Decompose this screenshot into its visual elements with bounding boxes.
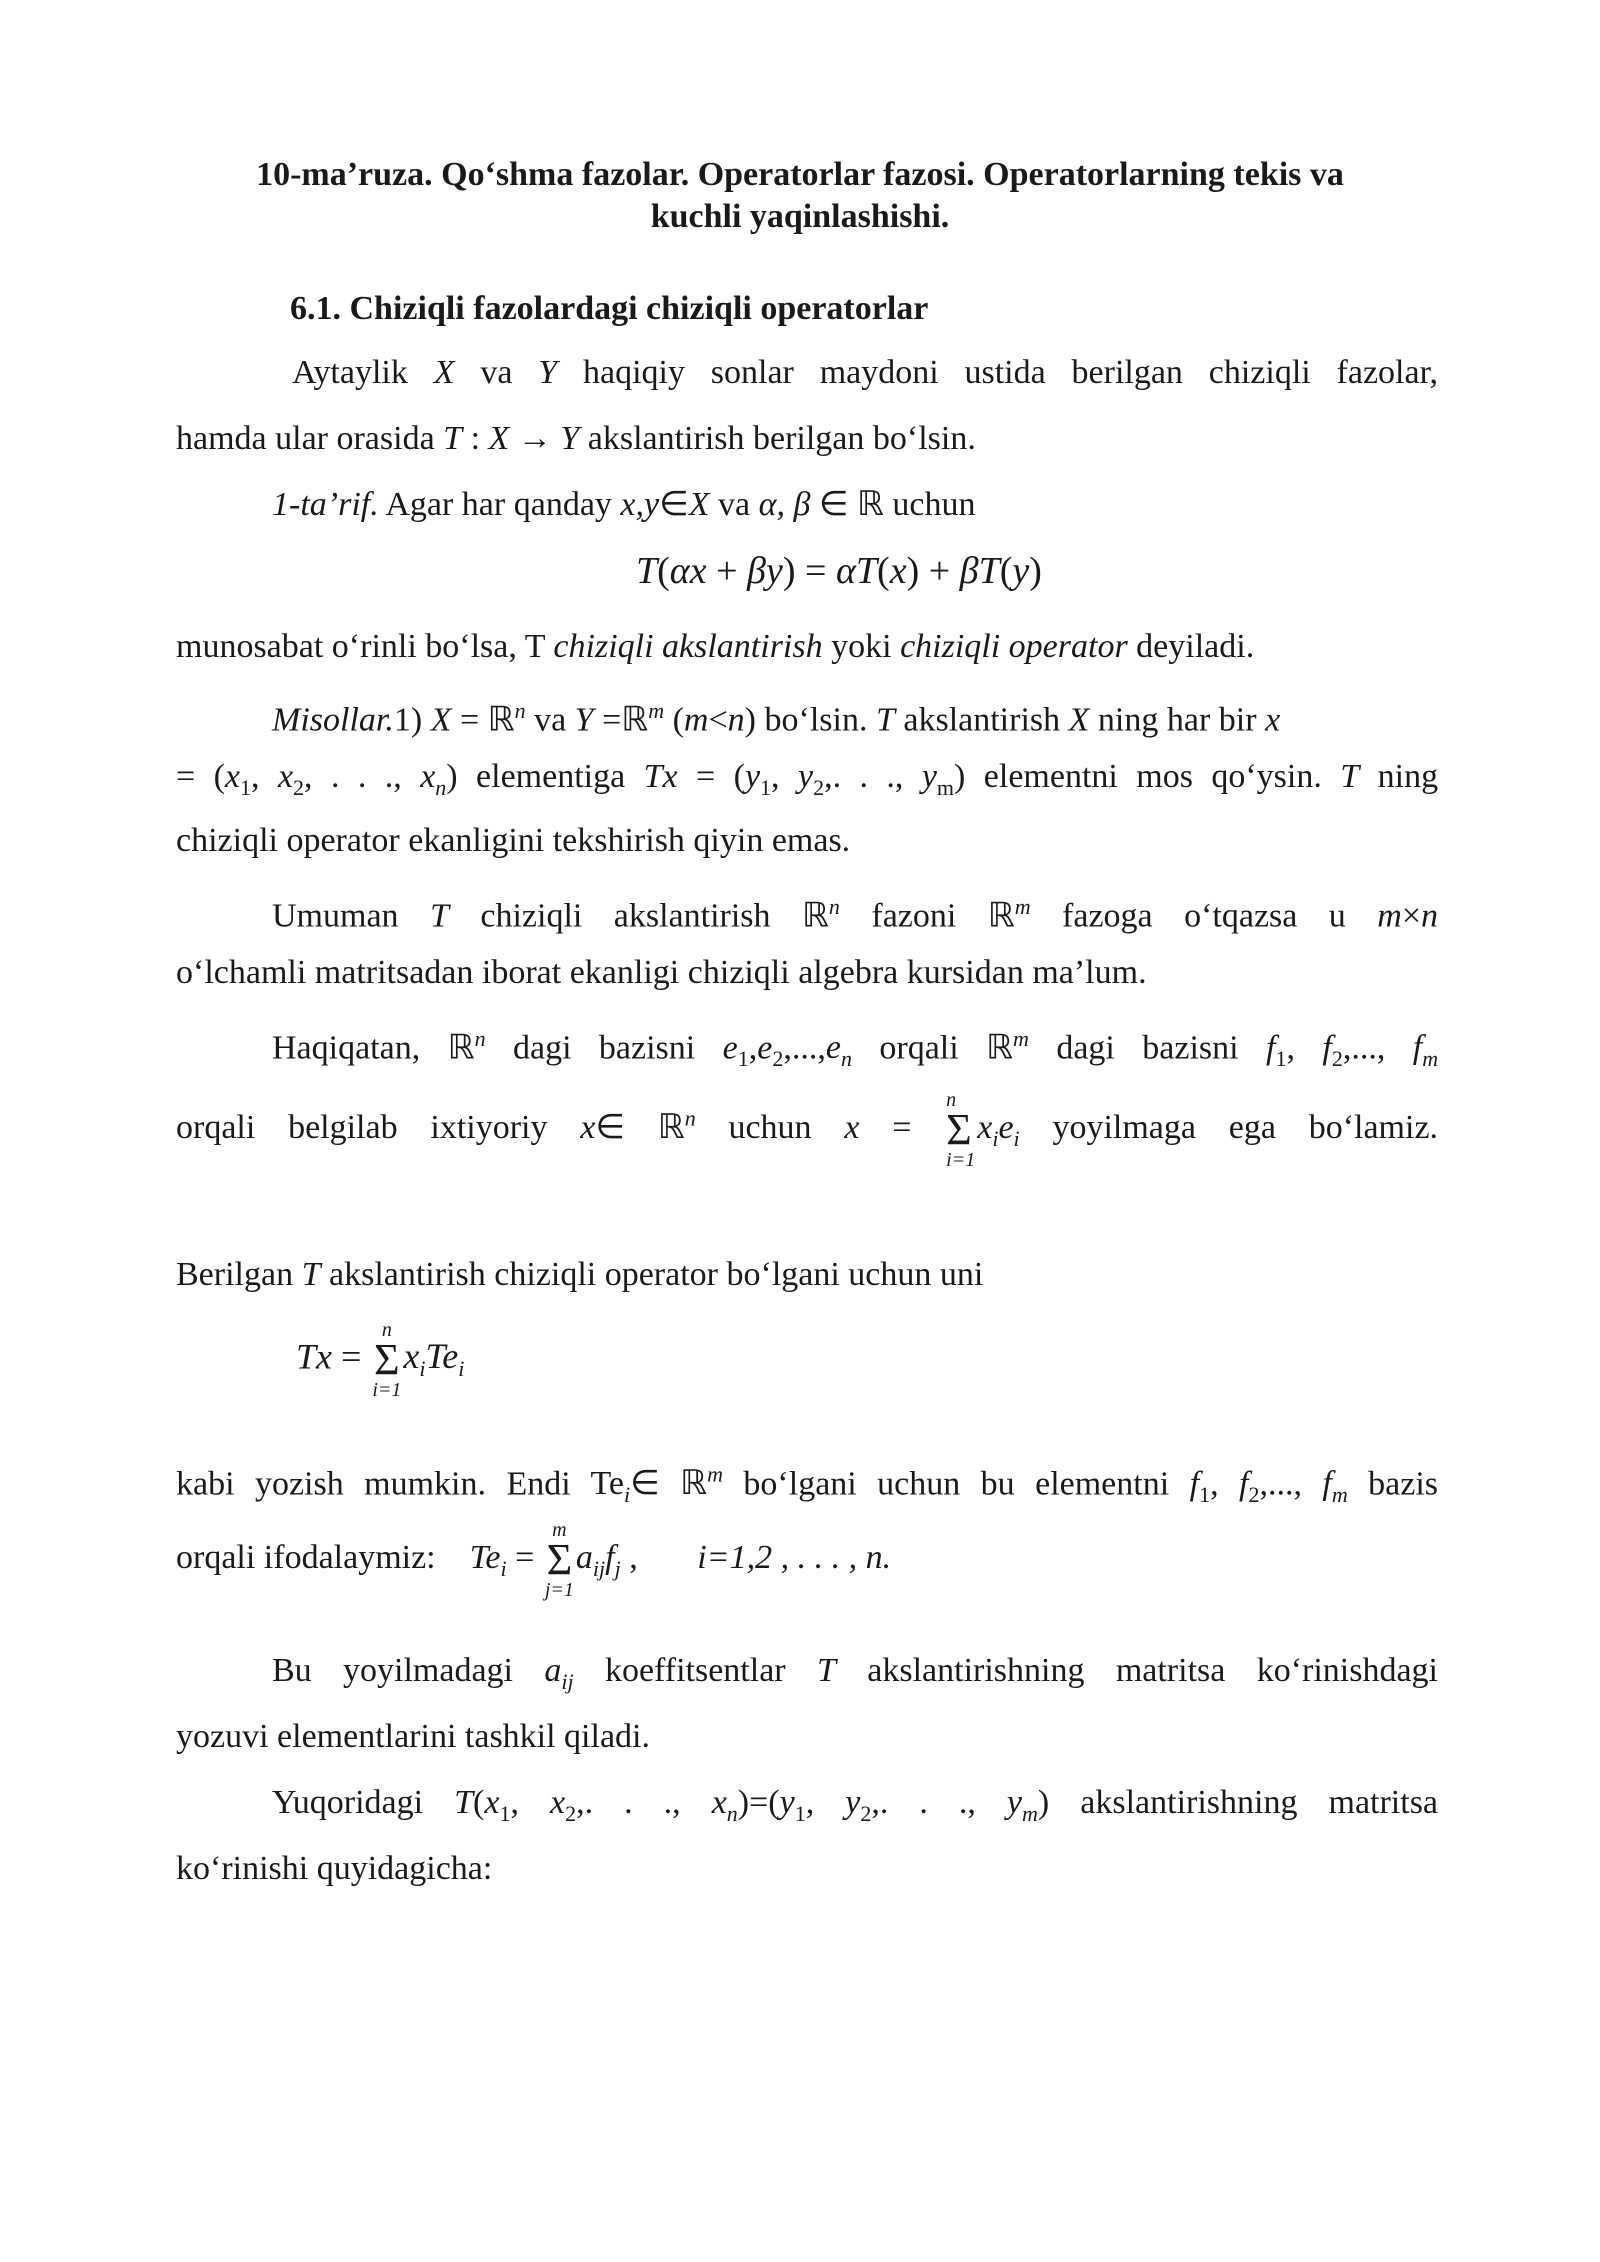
- paragraph-1-line-2: hamda ular orasida T : X → Y akslantirish berilgan bo‘lsin.: [176, 420, 976, 457]
- sum-symbol: m Σ j=1: [544, 1519, 574, 1601]
- definition-1-conclusion: munosabat o‘rinli bo‘lsa, T chiziqli akslantirish yoki chiziqli operator deyiladi.: [176, 628, 1255, 665]
- paragraph-4-line-1: Berilgan T akslantirish chiziqli operator bo‘lgani uchun uni: [176, 1256, 984, 1293]
- paragraph-6-line-1: Bu yoyilmadagi $a_{ij}$ koeffitsentlar T akslantirishning matritsa ko‘rinishdagi: [272, 1652, 1439, 1694]
- paragraph-1-line-1: Aytaylik X va Y haqiqiy sonlar maydoni ustida berilgan chiziqli fazolar,: [292, 354, 1439, 391]
- paragraph-6-line-2: yozuvi elementlarini tashkil qiladi.: [176, 1718, 650, 1755]
- paragraph-7-line-1: Yuqoridagi $T(x_1$, $x_2$,. . ., $x_n)=(y_1$, $y_2$,. . ., $y_m$) akslantirishning matritsa: [272, 1784, 1439, 1826]
- section-heading: 6.1. Chiziqli fazolardagi chiziqli operatorlar: [290, 290, 929, 327]
- paragraph-7-line-2: ko‘rinishi quyidagicha:: [176, 1850, 493, 1887]
- example-line-2: = ($x_1$, $x_2$, . . ., $x_n$) elementiga $Tx = (y_1$, $y_2$,. . ., $y_m$) elementni mos qo‘ysin. T ning: [176, 758, 1439, 800]
- lecture-title: [170, 154, 1430, 238]
- title-line-2: kuchli yaqinlashishi.: [650, 198, 950, 235]
- sum-symbol: n Σ i=1: [946, 1089, 976, 1171]
- paragraph-5-line-2: orqali ifodalaymiz: $Te_i$ = m Σ j=1 $a_{ij}f_j$ , i=1,2 , . . . , n.: [176, 1519, 892, 1601]
- paragraph-3-line-2: orqali belgilab ixtiyoriy x∈ ℝ$^n$ uchun x = n Σ i=1 $x_ie_i$ yoyilmaga ega bo‘lamiz.: [176, 1089, 1439, 1171]
- sum-symbol: n Σ i=1: [372, 1319, 402, 1401]
- example-line-3: chiziqli operator ekanligini tekshirish qiyin emas.: [176, 822, 851, 859]
- paragraph-2-line-1: Umuman T chiziqli akslantirish ℝ$^n$ fazoni ℝ$^m$ fazoga o‘tqazsa u m×n: [272, 894, 1439, 935]
- title-line-1: 10-ma’ruza. Qo‘shma fazolar. Operatorlar fazosi. Operatorlarning tekis va: [256, 156, 1344, 193]
- paragraph-5-line-1: kabi yozish mumkin. Endi $Te_i\in$ ℝ$^m$ bo‘lgani uchun bu elementni $f_1$, $f_2$,..., $f_m$ bazis: [176, 1462, 1439, 1508]
- example-line-1: Misollar.1) X = ℝ$^n$ va Y =ℝ$^m$ (m<n) bo‘lsin. T akslantirish X ning har bir x: [272, 698, 1281, 739]
- paragraph-3-line-1: Haqiqatan, ℝ$^n$ dagi bazisni $e_1,e_2,...,e_n$ orqali ℝ$^m$ dagi bazisni $f_1$, $f_2$,..., $f_m$: [272, 1026, 1439, 1072]
- tx-formula: Tx = n Σ i=1 $x_iTe_i$: [296, 1319, 465, 1401]
- definition-1: 1-ta’rif. Agar har qanday x,y∈X va α, β ∈ ℝ uchun: [272, 486, 976, 523]
- linearity-formula: T(αx + βy) = αT(x) + βT(y): [636, 550, 1042, 592]
- paragraph-2-line-2: o‘lchamli matritsadan iborat ekanligi chiziqli algebra kursidan ma’lum.: [176, 954, 1147, 991]
